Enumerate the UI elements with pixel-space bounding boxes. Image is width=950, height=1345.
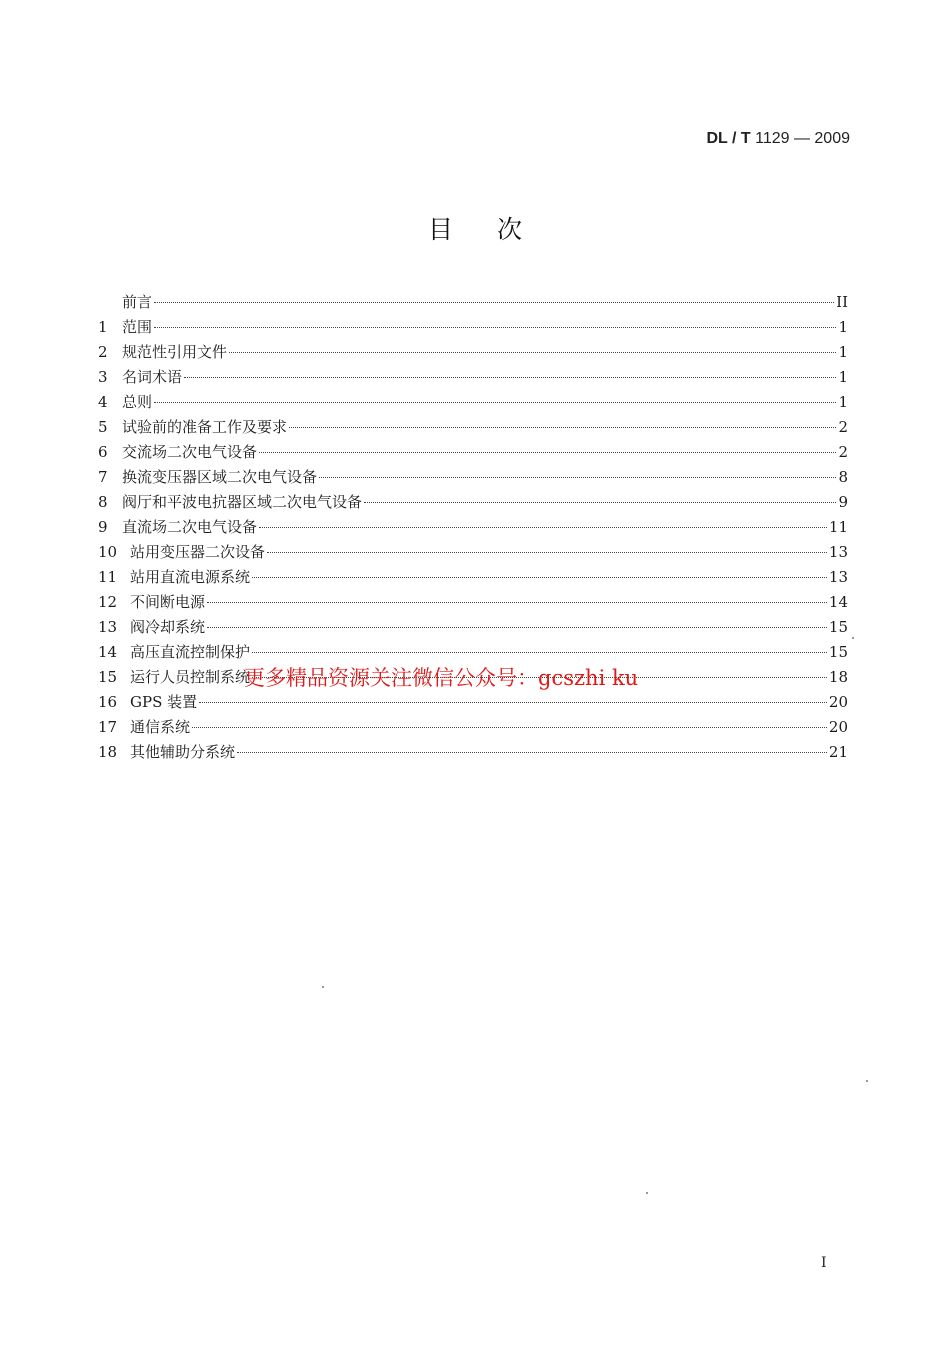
page-number: I [821,1255,827,1271]
toc-entry-label: 站用变压器二次设备 [130,543,266,561]
toc-entry-page: 11 [828,518,848,536]
toc-entry-label: GPS 装置 [130,693,198,711]
toc-entry-page: 15 [828,618,848,636]
toc-entry-number: 10 [98,543,118,561]
toc-entry-number: 18 [98,743,118,761]
toc-dot-leader [184,377,836,378]
toc-entry-page: 20 [828,693,848,711]
toc-entry-label: 站用直流电源系统 [130,568,251,586]
toc-entry-number: 4 [98,393,108,411]
toc-entry-page: 15 [828,643,848,661]
toc-entry[interactable] [98,415,848,440]
toc-dot-leader [154,327,836,328]
toc-entry-number: 3 [98,368,108,386]
table-of-contents [98,290,848,765]
toc-entry[interactable] [98,315,848,340]
toc-entry-page: 13 [828,568,848,586]
toc-entry-page: 20 [828,718,848,736]
toc-dot-leader [364,502,836,503]
toc-dot-leader [154,302,834,303]
toc-entry[interactable] [98,740,848,765]
toc-dot-leader [199,702,827,703]
toc-entry[interactable] [98,490,848,515]
toc-entry[interactable] [98,390,848,415]
toc-entry[interactable] [98,340,848,365]
toc-entry-number: 7 [98,468,108,486]
toc-entry-label: 试验前的准备工作及要求 [122,418,288,436]
toc-entry-page: 1 [838,343,848,361]
toc-entry-label: 阀冷却系统 [130,618,206,636]
toc-entry-label: 直流场二次电气设备 [122,518,258,536]
toc-dot-leader [229,352,836,353]
toc-entry-label: 范围 [122,318,153,336]
toc-dot-leader [252,652,827,653]
toc-entry-label: 规范性引用文件 [122,343,228,361]
toc-entry[interactable] [98,440,848,465]
toc-entry-number: 17 [98,718,118,736]
toc-entry-page: 9 [838,493,848,511]
scan-speck [866,1080,868,1082]
toc-entry-page: 1 [838,368,848,386]
toc-entry-label: 名词术语 [122,368,183,386]
toc-entry-page: 13 [828,543,848,561]
toc-title: 目次 [427,215,566,244]
toc-entry[interactable] [98,515,848,540]
toc-entry-number: 8 [98,493,108,511]
toc-dot-leader [267,552,827,553]
toc-dot-leader [154,402,836,403]
toc-entry-number: 11 [98,568,118,586]
toc-entry[interactable] [98,715,848,740]
toc-dot-leader [207,627,827,628]
toc-entry-number: 1 [98,318,108,336]
toc-entry-number: 6 [98,443,108,461]
toc-entry[interactable] [98,690,848,715]
toc-entry-number: 16 [98,693,118,711]
toc-entry[interactable] [98,590,848,615]
toc-entry-number: 9 [98,518,108,536]
toc-entry[interactable] [98,465,848,490]
toc-entry[interactable] [98,565,848,590]
toc-entry-number: 13 [98,618,118,636]
toc-dot-leader [259,452,836,453]
scan-speck [322,986,324,988]
toc-entry-label: 运行人员控制系统 [130,668,251,686]
toc-dot-leader [237,752,827,753]
toc-dot-leader [207,602,827,603]
toc-entry-page: 1 [838,393,848,411]
toc-dot-leader [252,577,827,578]
toc-dot-leader [319,477,836,478]
toc-entry[interactable] [98,615,848,640]
toc-entry-page: 14 [828,593,848,611]
toc-entry[interactable] [98,365,848,390]
toc-entry-page: 8 [838,468,848,486]
toc-entry-label: 交流场二次电气设备 [122,443,258,461]
toc-entry-number: 14 [98,643,118,661]
toc-entry-number: 15 [98,668,118,686]
toc-entry-page: 2 [838,443,848,461]
toc-entry-label: 通信系统 [130,718,191,736]
toc-entry[interactable] [98,290,848,315]
toc-entry-label: 阀厅和平波电抗器区域二次电气设备 [122,493,363,511]
toc-entry-label: 高压直流控制保护 [130,643,251,661]
document-code-prefix: DL / T [706,130,751,147]
toc-dot-leader [192,727,827,728]
watermark-text: 更多精品资源关注微信公众号：gcszhi ku [244,666,639,690]
toc-entry[interactable] [98,540,848,565]
toc-entry-number: 2 [98,343,108,361]
toc-entry-label: 不间断电源 [130,593,206,611]
toc-entry-number: 5 [98,418,108,436]
toc-entry-page: 2 [838,418,848,436]
toc-entry-label: 其他辅助分系统 [130,743,236,761]
toc-entry-number: 12 [98,593,118,611]
toc-entry-label: 总则 [122,393,153,411]
toc-entry-label: 换流变压器区域二次电气设备 [122,468,318,486]
toc-entry-label: 前言 [122,293,153,311]
toc-entry-page: II [836,293,848,311]
scan-speck [646,1192,648,1194]
toc-dot-leader [259,527,827,528]
toc-entry-page: 21 [828,743,848,761]
document-code [707,130,851,148]
scan-speck [852,637,854,639]
toc-entry-page: 18 [828,668,848,686]
document-code-number: 1129 — 2009 [755,130,850,147]
toc-entry-page: 1 [838,318,848,336]
toc-dot-leader [289,427,836,428]
